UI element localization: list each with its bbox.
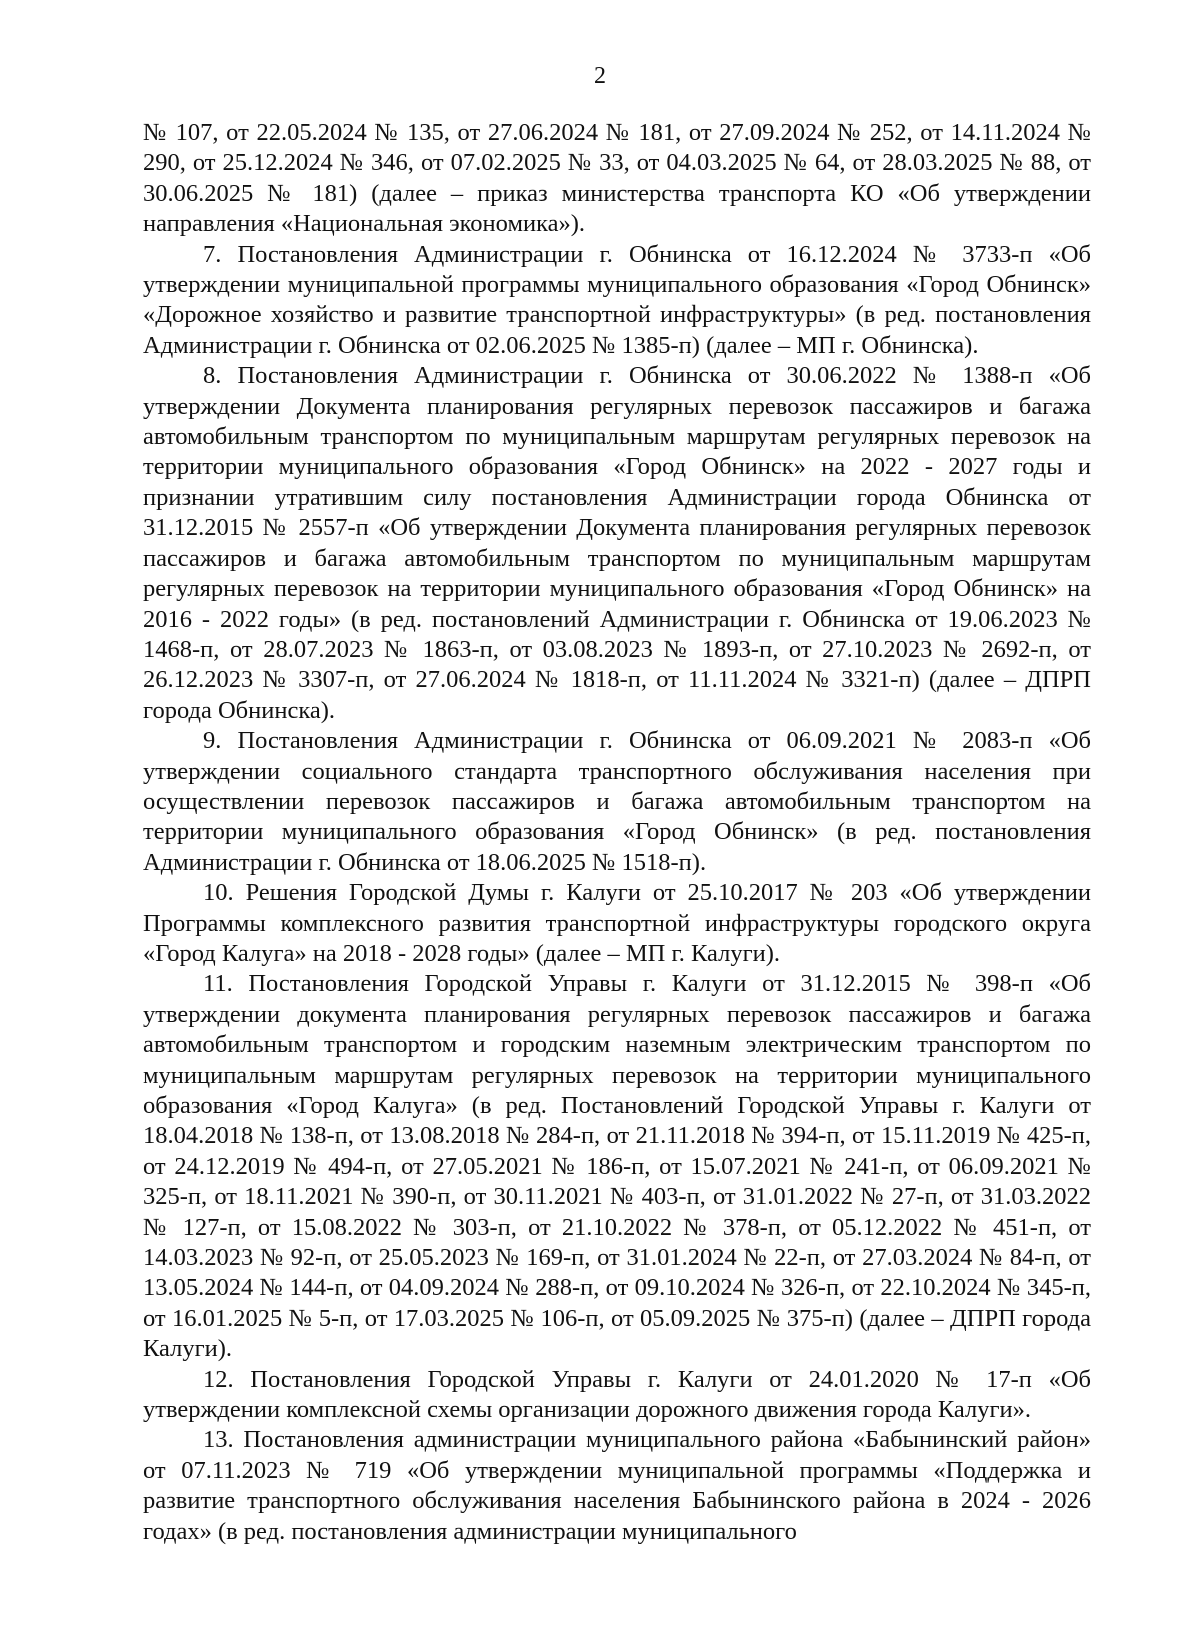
paragraph-item-8: 8. Постановления Администрации г. Обнинска от 30.06.2022 № 1388-п «Об утверждении Документа планирования регулярных перевозок пассажиров и багажа автомобильным транспортом по муниципальным маршрутам регулярных перевозок на территории муниципального образования «Город Обнинск» на 2022 - 2027 годы и признании утратившим силу постановления Администрации города Обнинска от 31.12.2015 № 2557-п «Об утверждении Документа планирования регулярных перевозок пассажиров и багажа автомобильным транспортом по муниципальным маршрутам регулярных перевозок на территории муниципального образования «Город Обнинск» на 2016 - 2022 годы» (в ред. постановлений Администрации г. Обнинска от 19.06.2023 № 1468-п, от 28.07.2023 № 1863-п, от 03.08.2023 № 1893-п, от 27.10.2023 № 2692-п, от 26.12.2023 № 3307-п, от 27.06.2024 № 1818-п, от 11.11.2024 № 3321-п) (далее – ДПРП города Обнинска). bbox=[143, 362, 1091, 724]
paragraph-item-11: 11. Постановления Городской Управы г. Калуги от 31.12.2015 № 398-п «Об утверждении документа планирования регулярных перевозок пассажиров и багажа автомобильным транспортом и городским наземным электрическим транспортом по муниципальным маршрутам регулярных перевозок на территории муниципального образования «Город Калуга» (в ред. Постановлений Городской Управы г. Калуги от 18.04.2018 № 138-п, от 13.08.2018 № 284-п, от 21.11.2018 № 394-п, от 15.11.2019 № 425-п, от 24.12.2019 № 494-п, от 27.05.2021 № 186-п, от 15.07.2021 № 241-п, от 06.09.2021 № 325-п, от 18.11.2021 № 390-п, от 30.11.2021 № 403-п, от 31.01.2022 № 27-п, от 31.03.2022 № 127-п, от 15.08.2022 № 303-п, от 21.10.2022 № 378-п, от 05.12.2022 № 451-п, от 14.03.2023 № 92-п, от 25.05.2023 № 169-п, от 31.01.2024 № 22-п, от 27.03.2024 № 84-п, от 13.05.2024 № 144-п, от 04.09.2024 № 288-п, от 09.10.2024 № 326-п, от 22.10.2024 № 345-п, от 16.01.2025 № 5-п, от 17.03.2025 № 106-п, от 05.09.2025 № 375-п) (далее – ДПРП города Калуги). bbox=[143, 970, 1091, 1363]
paragraph-item-7: 7. Постановления Администрации г. Обнинска от 16.12.2024 № 3733-п «Об утверждении муниципальной программы муниципального образования «Город Обнинск» «Дорожное хозяйство и развитие транспортной инфраструктуры» (в ред. постановления Администрации г. Обнинска от 02.06.2025 № 1385-п) (далее – МП г. Обнинска). bbox=[143, 240, 1091, 359]
paragraph-item-13: 13. Постановления администрации муниципального района «Бабынинский район» от 07.11.2023 № 719 «Об утверждении муниципальной программы «Поддержка и развитие транспортного обслуживания населения Бабынинского района в 2024 - 2026 годах» (в ред. постановления администрации муниципального bbox=[143, 1426, 1091, 1545]
page-number: 2 bbox=[594, 63, 606, 89]
paragraph-continuation: № 107, от 22.05.2024 № 135, от 27.06.2024 № 181, от 27.09.2024 № 252, от 14.11.2024 № 290, от 25.12.2024 № 346, от 07.02.2025 № 33, от 04.03.2025 № 64, от 28.03.2025 № 88, от 30.06.2025 № 181) (далее – приказ министерства транспорта КО «Об утверждении направления «Национальная экономика»). bbox=[143, 119, 1091, 238]
paragraph-item-10: 10. Решения Городской Думы г. Калуги от 25.10.2017 № 203 «Об утверждении Программы комплексного развития транспортной инфраструктуры городского округа «Город Калуга» на 2018 - 2028 годы» (далее – МП г. Калуги). bbox=[143, 879, 1091, 967]
paragraph-item-9: 9. Постановления Администрации г. Обнинска от 06.09.2021 № 2083-п «Об утверждении социального стандарта транспортного обслуживания населения при осуществлении перевозок пассажиров и багажа автомобильным транспортом на территории муниципального образования «Город Обнинск» (в ред. постановления Администрации г. Обнинска от 18.06.2025 № 1518-п). bbox=[143, 727, 1091, 876]
paragraph-item-12: 12. Постановления Городской Управы г. Калуги от 24.01.2020 № 17-п «Об утверждении комплексной схемы организации дорожного движения города Калуги». bbox=[143, 1365, 1091, 1424]
document-body bbox=[143, 118, 1091, 1547]
